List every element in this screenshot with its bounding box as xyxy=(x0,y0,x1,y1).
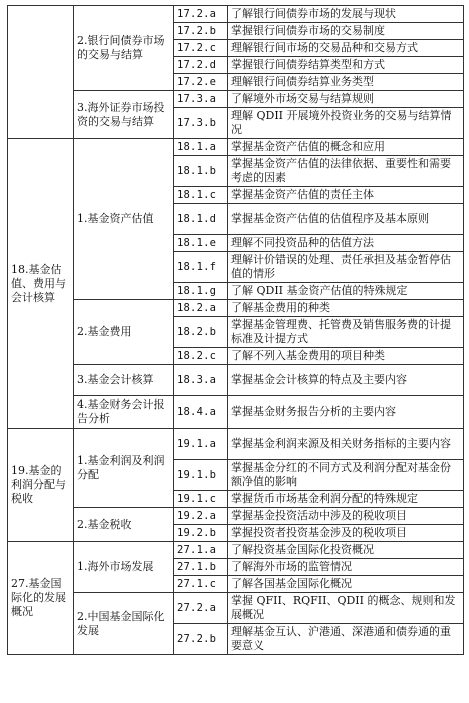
chapter-cell: 19.基金的利润分配与税收 xyxy=(8,429,74,542)
table-row xyxy=(8,139,464,156)
code-cell: 17.2.c xyxy=(174,40,228,57)
table-row xyxy=(8,91,464,108)
desc-cell: 了解基金费用的种类 xyxy=(228,300,464,317)
code-cell: 17.2.e xyxy=(174,74,228,91)
code-cell: 27.2.b xyxy=(174,624,228,655)
table-row xyxy=(8,396,464,429)
code-cell: 18.1.g xyxy=(174,283,228,300)
desc-cell: 理解银行间市场的交易品种和交易方式 xyxy=(228,40,464,57)
code-cell: 18.2.b xyxy=(174,317,228,348)
code-cell: 17.2.d xyxy=(174,57,228,74)
chapter-cell: 18.基金估值、费用与会计核算 xyxy=(8,139,74,429)
code-cell: 17.2.a xyxy=(174,6,228,23)
code-cell: 27.1.a xyxy=(174,542,228,559)
section-cell: 1.基金资产估值 xyxy=(74,139,174,300)
table-row xyxy=(8,508,464,525)
section-cell: 2.基金税收 xyxy=(74,508,174,542)
code-cell: 18.1.c xyxy=(174,187,228,204)
code-cell: 17.3.a xyxy=(174,91,228,108)
desc-cell: 掌握 QFII、RQFII、QDII 的概念、规则和发展概况 xyxy=(228,593,464,624)
code-cell: 19.1.b xyxy=(174,460,228,491)
code-cell: 18.1.a xyxy=(174,139,228,156)
desc-cell: 了解海外市场的监管情况 xyxy=(228,559,464,576)
section-cell: 2.中国基金国际化发展 xyxy=(74,593,174,655)
desc-cell: 理解基金互认、沪港通、深港通和债券通的重要意义 xyxy=(228,624,464,655)
desc-cell: 了解银行间债券市场的发展与现状 xyxy=(228,6,464,23)
desc-cell: 掌握基金资产估值的估值程序及基本原则 xyxy=(228,204,464,235)
desc-cell: 掌握基金分红的不同方式及利润分配对基金份额净值的影响 xyxy=(228,460,464,491)
code-cell: 27.2.a xyxy=(174,593,228,624)
code-cell: 18.1.d xyxy=(174,204,228,235)
desc-cell: 了解投资基金国际化投资概况 xyxy=(228,542,464,559)
section-cell: 3.基金会计核算 xyxy=(74,365,174,396)
code-cell: 27.1.b xyxy=(174,559,228,576)
code-cell: 18.4.a xyxy=(174,396,228,429)
desc-cell: 掌握基金管理费、托管费及销售服务费的计提标准及计提方式 xyxy=(228,317,464,348)
code-cell: 18.1.b xyxy=(174,156,228,187)
section-cell: 1.基金利润及利润分配 xyxy=(74,429,174,508)
code-cell: 19.2.b xyxy=(174,525,228,542)
section-cell: 4.基金财务会计报告分析 xyxy=(74,396,174,429)
code-cell: 18.2.c xyxy=(174,348,228,365)
code-cell: 17.3.b xyxy=(174,108,228,139)
section-cell: 1.海外市场发展 xyxy=(74,542,174,593)
desc-cell: 掌握投资者投资基金涉及的税收项目 xyxy=(228,525,464,542)
table-row xyxy=(8,542,464,559)
code-cell: 19.1.c xyxy=(174,491,228,508)
syllabus-table xyxy=(7,5,464,655)
desc-cell: 了解境外市场交易与结算规则 xyxy=(228,91,464,108)
desc-cell: 理解 QDII 开展境外投资业务的交易与结算情况 xyxy=(228,108,464,139)
table-row xyxy=(8,593,464,624)
desc-cell: 掌握基金资产估值的法律依据、重要性和需要考虑的因素 xyxy=(228,156,464,187)
desc-cell: 掌握银行间债券市场的交易制度 xyxy=(228,23,464,40)
section-cell: 3.海外证券市场投资的交易与结算 xyxy=(74,91,174,139)
desc-cell: 掌握基金资产估值的概念和应用 xyxy=(228,139,464,156)
desc-cell: 理解计价错误的处理、责任承担及基金暂停估值的情形 xyxy=(228,252,464,283)
desc-cell: 了解 QDII 基金资产估值的特殊规定 xyxy=(228,283,464,300)
table-row xyxy=(8,429,464,460)
code-cell: 18.3.a xyxy=(174,365,228,396)
desc-cell: 掌握基金资产估值的责任主体 xyxy=(228,187,464,204)
code-cell: 18.2.a xyxy=(174,300,228,317)
desc-cell: 理解不同投资品种的估值方法 xyxy=(228,235,464,252)
desc-cell: 掌握货币市场基金利润分配的特殊规定 xyxy=(228,491,464,508)
desc-cell: 了解不列入基金费用的项目种类 xyxy=(228,348,464,365)
section-cell: 2.基金费用 xyxy=(74,300,174,365)
desc-cell: 掌握基金利润来源及相关财务指标的主要内容 xyxy=(228,429,464,460)
code-cell: 18.1.f xyxy=(174,252,228,283)
section-cell: 2.银行间债券市场的交易与结算 xyxy=(74,6,174,91)
desc-cell: 了解各国基金国际化概况 xyxy=(228,576,464,593)
code-cell: 27.1.c xyxy=(174,576,228,593)
desc-cell: 理解银行间债券结算业务类型 xyxy=(228,74,464,91)
code-cell: 19.2.a xyxy=(174,508,228,525)
table-row xyxy=(8,365,464,396)
code-cell: 18.1.e xyxy=(174,235,228,252)
desc-cell: 掌握基金投资活动中涉及的税收项目 xyxy=(228,508,464,525)
chapter-cell: 27.基金国际化的发展概况 xyxy=(8,542,74,655)
desc-cell: 掌握银行间债券结算类型和方式 xyxy=(228,57,464,74)
code-cell: 17.2.b xyxy=(174,23,228,40)
chapter-cell-empty xyxy=(8,6,74,139)
table-row xyxy=(8,300,464,317)
desc-cell: 掌握基金会计核算的特点及主要内容 xyxy=(228,365,464,396)
desc-cell: 掌握基金财务报告分析的主要内容 xyxy=(228,396,464,429)
code-cell: 19.1.a xyxy=(174,429,228,460)
table-row xyxy=(8,6,464,23)
